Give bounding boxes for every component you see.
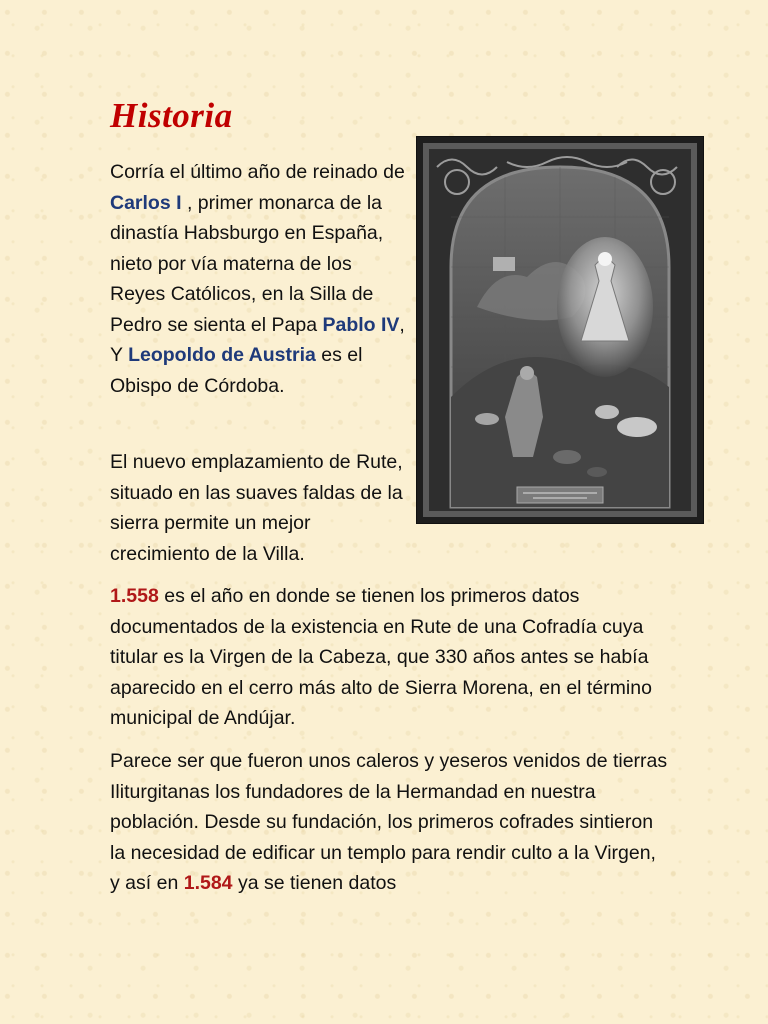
- p1-text-2: , primer monarca de la dinastía Habsburgo en España, nieto por vía materna de los Reyes Católicos, en la Silla de Pedro se sienta el Papa: [110, 191, 384, 336]
- page-title: Historia: [110, 96, 233, 135]
- p4-text-1: Parece ser que fueron unos caleros y yeseros venidos de tierras Iliturgitanas los fundadores de la Hermandad en nuestra población. Desde su fundación, los primeros cofrades sintieron la necesidad de edificar un templo para rendir culto a la Virgen, y así en: [110, 750, 668, 894]
- founders-paragraph: [110, 746, 670, 899]
- p1-text-3: , Y: [110, 313, 405, 366]
- pablo-name: Pablo IV: [322, 313, 400, 336]
- tile-mural-illustration: [417, 137, 703, 523]
- intro-paragraph: [110, 157, 410, 401]
- p1-text-4: es el Obispo de Córdoba.: [110, 344, 363, 397]
- p4-text-2: ya se tienen datos: [232, 872, 397, 894]
- leopoldo-name: Leopoldo de Austria: [128, 344, 316, 366]
- cofradia-paragraph: [110, 581, 670, 734]
- tile-mural-image: [417, 137, 703, 523]
- carlos-name: Carlos I: [110, 191, 182, 214]
- year-1584: 1.584: [183, 872, 233, 894]
- p3-text: es el año en donde se tienen los primeros datos documentados de la existencia en Rute de una Cofradía cuya titular es la Virgen de la Cabeza, que 330 años antes se había aparecido en el cerro más alto de Sierra Morena, en el término municipal de Andújar.: [110, 585, 652, 729]
- p1-text-1: Corría el último año de reinado de: [110, 161, 405, 183]
- year-1558: 1.558: [110, 585, 159, 607]
- location-paragraph: El nuevo emplazamiento de Rute, situado en las suaves faldas de la sierra permite un mejor crecimiento de la Villa.: [110, 451, 403, 565]
